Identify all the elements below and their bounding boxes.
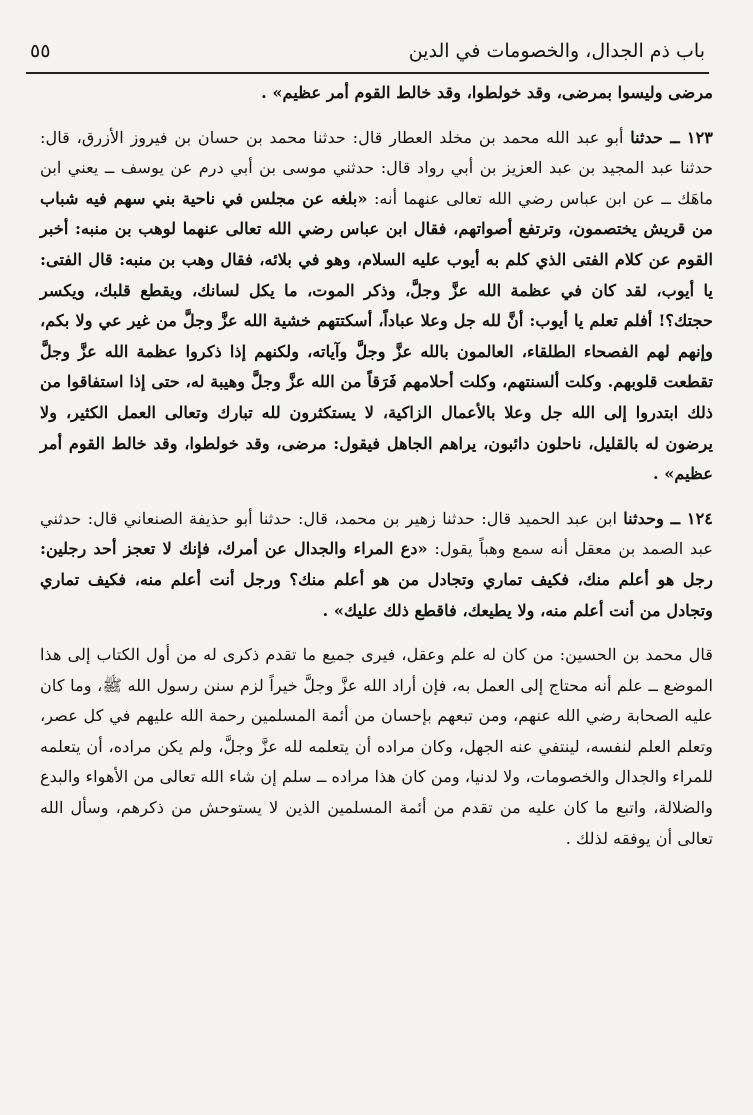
paragraph-gap [40,626,713,640]
page-number: ٥٥ [30,40,51,62]
paragraph-gap [40,490,713,504]
quote-text: «بلغه عن مجلس في ناحية بني سهم فيه شباب من قريش يختصمون، وترتفع أصواتهم، فقال ابن عباس رضي الله تعالى عنهما لوهب بن منبه: أخبر القوم عن كلام الفتى الذي كلم به أيوب عليه السلام، وهو في بلائه، فقال وهب بن منبه: قال الفتى: يا أيوب، لقد كان في عظمة الله عزَّ وجلَّ، وذكر الموت، ما يكل لسانك، ويقطع قلبك، ويكسر حجتك؟! أفلم تعلم يا أيوب: أنَّ لله جل وعلا عباداً، أسكتتهم خشية الله عزَّ وجلَّ من غير عي ولا بكم، وإنهم لهم الفصحاء الطلقاء، العالمون بالله عزَّ وجلَّ وآياته، ولكنهم إذا ذكروا عظمة الله عزَّ وجلَّ تقطعت قلوبهم. وكلت ألسنتهم، وكلت أحلامهم فَرَقاً من الله عزَّ وجلَّ وهيبة له، حتى إذا استفاقوا من ذلك ابتدروا إلى الله جل وعلا بالأعمال الزاكية، لا يستكثرون لله تبارك وتعالى العمل الكثير، ولا يرضون له بالقليل، ناحلون دائبون، يراهم الجاهل فيقول: مرضى، وقد خولطوا، وقد خالط القوم أمر عظيم» . [40,188,713,484]
narration-number: ١٢٤ ــ وحدثنا [623,508,713,528]
running-header [30,34,705,68]
isnad-text: أبو عبد الله محمد بن مخلد العطار قال: حدثنا محمد بن حسان بن فيروز الأزرق، قال: حدثنا عبد المجيد بن عبد العزيز بن أبي رواد قال: حدثني موسى بن أبي درم عن يوسف ــ يعني ابن ماهَك ــ عن ابن عباس رضي الله تعالى عنهما أنه: [40,127,713,208]
page-body [40,78,713,854]
chapter-title: باب ذم الجدال، والخصومات في الدين [408,40,705,62]
paragraph-continuation [40,78,713,109]
quote-text: «دع المراء والجدال عن أمرك، فإنك لا تعجز أحد رجلين: رجل هو أعلم منك، فكيف تماري وتجادل من هو أعلم منك؟ ورجل أنت أعلم منه، فكيف تماري وتجادل من أنت أعلم منه، ولا يطيعك، فاقطع ذلك عليك» . [40,539,713,620]
isnad-text: ابن عبد الحميد قال: حدثنا زهير بن محمد، قال: حدثنا أبو حذيفة الصنعاني قال: حدثني عبد الصمد بن معقل أنه سمع وهباً يقول: [40,508,713,559]
paragraph-gap [40,109,713,123]
commentary-text: قال محمد بن الحسين: من كان له علم وعقل، فيرى جميع ما تقدم ذكرى له من أول الكتاب إلى هذا الموضع ــ علم أنه محتاج إلى العمل به، فإن أراد الله عزَّ وجلَّ خيراً لزم سنن رسول الله ﷺ، وما كان عليه الصحابة رضي الله عنهم، ومن تبعهم بإحسان من أئمة المسلمين رحمة الله عليهم في كل عصر، وتعلم العلم لنفسه، لينتفي عنه الجهل، وكان مراده أن يتعلمه لله عزَّ وجلَّ، ولم يكن مراده، أن يتعلمه للمراء والجدال والخصومات، ولا لدنيا، ومن كان هذا مراده ــ سلم إن شاء الله تعالى من الأهواء والبدع والضلالة، واتبع ما كان عليه من تقدم من أئمة المسلمين الذين لا يستوحش من ذكرهم، وسأل الله تعالى أن يوفقه لذلك . [40,645,713,848]
hadith-124 [40,504,713,626]
hadith-123 [40,123,713,490]
quote-text: مرضى وليسوا بمرضى، وقد خولطوا، وقد خالط القوم أمر عظيم» . [261,83,713,102]
narration-number: ١٢٣ ــ حدثنا [630,127,713,147]
author-commentary [40,640,713,854]
header-divider [26,72,709,74]
